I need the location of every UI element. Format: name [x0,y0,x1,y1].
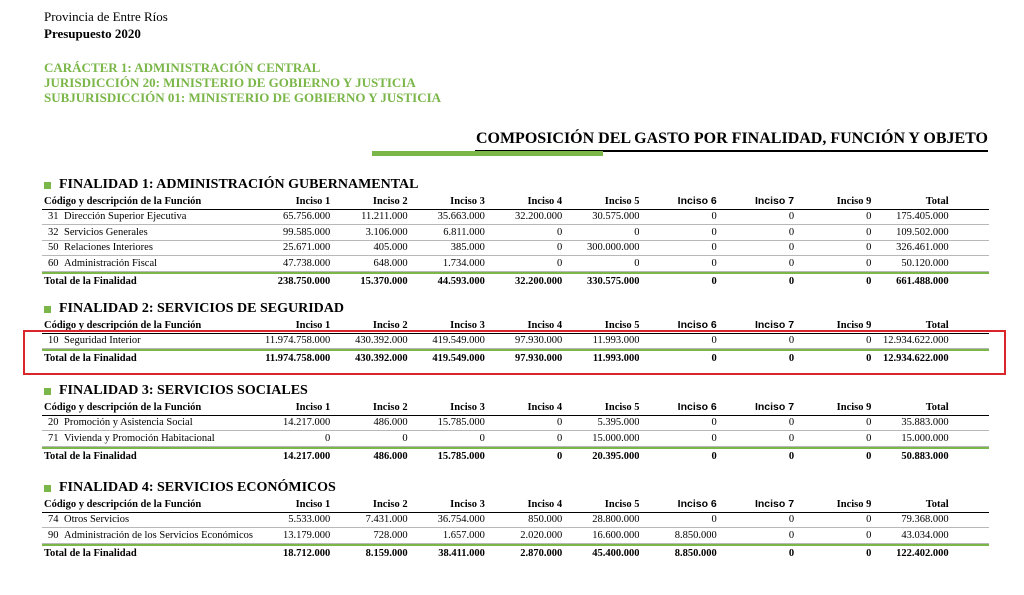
function-cell [42,417,253,428]
value-cell: 0 [711,514,717,526]
column-header: Código y descripción de la Función [44,401,202,413]
function-name: Dirección Superior Ejecutiva [64,211,187,223]
title-accent-bar [372,151,603,156]
total-value-cell: 15.785.000 [437,450,485,462]
value-cell: 11.993.000 [592,335,640,347]
bullet-square-icon [44,306,51,313]
value-cell: 0 [866,432,872,444]
value-cell: 47.738.000 [283,257,331,269]
finalidad-1-section [42,176,989,289]
column-header: Inciso 3 [450,498,485,510]
finalidad-title [42,382,989,400]
column-header: Inciso 3 [450,195,485,207]
table-header-row [42,194,989,210]
value-cell: 0 [866,226,872,238]
value-cell: 0 [556,432,563,444]
value-cell: 0 [788,211,795,223]
total-value-cell: 0 [788,275,795,287]
total-value-cell: 50.883.000 [901,450,949,462]
column-header: Inciso 9 [836,401,872,413]
table-header-row [42,400,989,416]
function-code: 90 [48,529,59,541]
column-header: Código y descripción de la Función [44,195,202,207]
column-header: Inciso 9 [836,195,872,207]
total-value-cell: 122.402.000 [896,547,949,559]
function-code: 50 [48,242,59,254]
function-cell [42,211,253,222]
value-cell: 3.106.000 [365,226,408,238]
column-header: Total [925,401,949,413]
function-name: Relaciones Interiores [64,242,153,254]
function-code: 32 [48,226,59,238]
value-cell: 15.000.000 [592,432,640,444]
bullet-square-icon [44,182,51,189]
total-value-cell: 11.993.000 [592,353,640,364]
total-value-cell: 0 [788,547,795,559]
value-cell: 0 [711,242,717,254]
value-cell: 8.850.000 [674,529,717,541]
finalidad-title [42,300,989,318]
value-cell: 36.754.000 [437,514,485,526]
value-cell: 430.392.000 [355,335,408,347]
column-header: Inciso 4 [527,401,563,413]
column-header: Inciso 6 [677,319,717,332]
total-value-cell: 0 [711,450,717,462]
value-cell: 0 [556,226,563,238]
column-header: Inciso 4 [527,319,563,331]
column-header: Inciso 2 [372,195,408,207]
value-cell: 0 [788,417,795,429]
column-header: Inciso 3 [450,401,485,413]
total-value-cell: 0 [866,353,872,364]
value-cell: 0 [556,257,563,269]
value-cell: 486.000 [373,417,408,429]
function-name: Promoción y Asistencia Social [64,417,193,429]
value-cell: 0 [711,226,717,238]
column-header: Total [925,195,949,207]
column-header: Inciso 5 [604,498,640,510]
value-cell: 12.934.622.000 [883,335,949,347]
value-cell: 0 [788,514,795,526]
total-value-cell: 661.488.000 [896,275,949,287]
total-label: Total de la Finalidad [44,353,137,364]
table-header-row [42,497,989,513]
function-name: Servicios Generales [64,226,148,238]
value-cell: 99.585.000 [283,226,331,238]
value-cell: 0 [788,335,795,347]
total-label: Total de la Finalidad [44,547,137,559]
value-cell: 0 [711,432,717,444]
total-value-cell: 486.000 [373,450,408,462]
total-value-cell: 14.217.000 [283,450,331,462]
column-header: Inciso 7 [754,195,795,208]
value-cell: 0 [634,257,640,269]
column-header: Código y descripción de la Función [44,319,202,331]
column-header: Inciso 2 [372,401,408,413]
value-cell: 0 [479,432,485,444]
value-cell: 7.431.000 [365,514,408,526]
total-value-cell: 32.200.000 [514,275,563,287]
value-cell: 0 [866,514,872,526]
value-cell: 0 [402,432,408,444]
function-name: Administración Fiscal [64,257,158,269]
function-name: Administración de los Servicios Económicos [64,529,253,541]
total-label: Total de la Finalidad [44,275,137,287]
column-header: Inciso 3 [450,319,485,331]
value-cell: 5.533.000 [288,514,331,526]
column-header: Inciso 1 [295,195,331,207]
value-cell: 25.671.000 [283,242,331,254]
column-header: Inciso 7 [754,319,795,332]
function-code: 31 [48,211,59,223]
value-cell: 50.120.000 [901,257,949,269]
value-cell: 35.663.000 [437,211,485,223]
table-row [42,241,989,257]
value-cell: 15.000.000 [901,432,949,444]
value-cell: 0 [866,257,872,269]
value-cell: 0 [711,417,717,429]
function-code: 10 [48,335,59,347]
function-name: Otros Servicios [64,514,130,526]
function-cell [42,258,253,269]
value-cell: 11.211.000 [361,211,408,223]
value-cell: 6.811.000 [443,226,485,238]
total-value-cell: 0 [866,450,872,462]
column-header: Inciso 6 [677,498,717,511]
value-cell: 30.575.000 [592,211,640,223]
function-name: Seguridad Interior [64,335,141,347]
value-cell: 0 [866,417,872,429]
column-header: Inciso 7 [754,401,795,414]
value-cell: 11.974.758.000 [265,335,331,347]
function-code: 71 [48,432,59,444]
finalidad-4-section [42,479,989,561]
total-value-cell: 0 [866,547,872,559]
function-name: Vivienda y Promoción Habitacional [64,432,215,444]
function-cell [42,242,253,253]
table-row [42,225,989,241]
finalidad-title [42,479,989,497]
value-cell: 1.734.000 [442,257,485,269]
value-cell: 405.000 [373,242,408,254]
composition-title: COMPOSICIÓN DEL GASTO POR FINALIDAD, FUNCIÓN Y OBJETO [475,130,988,147]
table-row [42,431,989,447]
column-header: Total [925,319,949,331]
finalidad-title-text: FINALIDAD 3: SERVICIOS SOCIALES [59,383,308,398]
total-value-cell: 0 [556,450,563,462]
value-cell: 0 [711,211,717,223]
value-cell: 385.000 [450,242,485,254]
value-cell: 1.657.000 [442,529,485,541]
value-cell: 13.179.000 [283,529,331,541]
column-header: Inciso 1 [295,319,331,331]
column-header: Inciso 5 [604,195,640,207]
value-cell: 0 [711,335,717,347]
value-cell: 79.368.000 [901,514,949,526]
function-code: 60 [48,257,59,269]
value-cell: 35.883.000 [901,417,949,429]
value-cell: 0 [788,242,795,254]
table-row [42,210,989,226]
value-cell: 0 [634,226,640,238]
value-cell: 15.785.000 [437,417,485,429]
column-header: Código y descripción de la Función [44,498,202,510]
budget-label: Presupuesto 2020 [44,26,141,41]
total-value-cell: 18.712.000 [283,547,331,559]
value-cell: 0 [866,529,872,541]
total-row [42,544,989,561]
value-cell: 0 [866,335,872,347]
total-value-cell: 38.411.000 [438,547,485,559]
function-code: 74 [48,514,59,526]
value-cell: 0 [711,257,717,269]
highlight-box [23,330,1006,375]
total-row [42,272,989,289]
jurisdiccion-label: JURISDICCIÓN 20: MINISTERIO DE GOBIERNO Y JUSTICIA [44,75,416,90]
total-label: Total de la Finalidad [44,450,137,462]
total-row [42,447,989,464]
function-cell [42,530,253,541]
value-cell: 0 [556,417,563,429]
value-cell: 0 [556,242,563,254]
column-header: Inciso 6 [677,401,717,414]
function-cell [42,227,253,238]
column-header: Inciso 5 [604,401,640,413]
finalidad-title-text: FINALIDAD 1: ADMINISTRACIÓN GUBERNAMENTAL [59,177,419,192]
total-value-cell: 8.159.000 [365,547,408,559]
value-cell: 43.034.000 [901,529,949,541]
column-header: Inciso 6 [677,195,717,208]
total-value-cell: 2.870.000 [520,547,563,559]
table-row [42,528,989,544]
column-header: Inciso 4 [527,195,563,207]
column-header: Inciso 7 [754,498,795,511]
value-cell: 32.200.000 [514,211,563,223]
total-value-cell: 0 [866,275,872,287]
finalidad-title-text: FINALIDAD 4: SERVICIOS ECONÓMICOS [59,480,336,495]
value-cell: 109.502.000 [896,226,949,238]
finalidad-title-text: FINALIDAD 2: SERVICIOS DE SEGURIDAD [59,301,344,316]
total-value-cell: 419.549.000 [432,353,485,364]
column-header: Inciso 9 [836,319,872,331]
value-cell: 175.405.000 [896,211,949,223]
total-value-cell: 8.850.000 [674,547,717,559]
bullet-square-icon [44,485,51,492]
table-row [42,256,989,272]
total-value-cell: 0 [711,275,717,287]
value-cell: 5.395.000 [597,417,640,429]
column-header: Inciso 4 [527,498,563,510]
subjurisdiccion-label: SUBJURISDICCIÓN 01: MINISTERIO DE GOBIERNO Y JUSTICIA [44,90,442,105]
total-value-cell: 20.395.000 [592,450,640,462]
total-value-cell: 0 [788,450,795,462]
total-value-cell: 238.750.000 [277,275,331,287]
value-cell: 0 [866,242,872,254]
total-value-cell: 12.934.622.000 [883,353,949,364]
column-header: Inciso 2 [372,319,408,331]
column-header: Inciso 9 [836,498,872,510]
value-cell: 0 [788,432,795,444]
total-value-cell: 15.370.000 [360,275,408,287]
total-value-cell: 44.593.000 [437,275,485,287]
column-header: Total [925,498,949,510]
value-cell: 648.000 [373,257,408,269]
total-value-cell: 0 [788,353,795,364]
finalidad-title [42,176,989,194]
caracter-label: CARÁCTER 1: ADMINISTRACIÓN CENTRAL [44,60,321,75]
total-value-cell: 330.575.000 [586,275,640,287]
value-cell: 0 [788,257,795,269]
value-cell: 0 [788,226,795,238]
total-value-cell: 97.930.000 [514,353,563,364]
value-cell: 28.800.000 [592,514,640,526]
value-cell: 0 [788,529,795,541]
function-code: 20 [48,417,59,429]
value-cell: 419.549.000 [432,335,485,347]
value-cell: 326.461.000 [896,242,949,254]
value-cell: 300.000.000 [586,242,640,254]
total-value-cell: 0 [711,353,717,364]
value-cell: 14.217.000 [283,417,331,429]
value-cell: 16.600.000 [592,529,640,541]
function-cell [42,514,253,525]
total-value-cell: 45.400.000 [592,547,640,559]
value-cell: 65.756.000 [283,211,331,223]
column-header: Inciso 1 [295,401,331,413]
total-value-cell: 11.974.758.000 [265,353,331,364]
finalidad-3-section [42,382,989,464]
column-header: Inciso 1 [295,498,331,510]
function-cell [42,433,253,444]
value-cell: 728.000 [373,529,408,541]
total-value-cell: 430.392.000 [355,353,408,364]
value-cell: 0 [866,211,872,223]
province-label: Provincia de Entre Ríos [44,9,168,24]
value-cell: 2.020.000 [520,529,563,541]
bullet-square-icon [44,388,51,395]
table-row [42,513,989,529]
table-row [42,416,989,432]
value-cell: 97.930.000 [514,335,563,347]
column-header: Inciso 2 [372,498,408,510]
column-header: Inciso 5 [604,319,640,331]
value-cell: 0 [325,432,331,444]
value-cell: 850.000 [528,514,563,526]
